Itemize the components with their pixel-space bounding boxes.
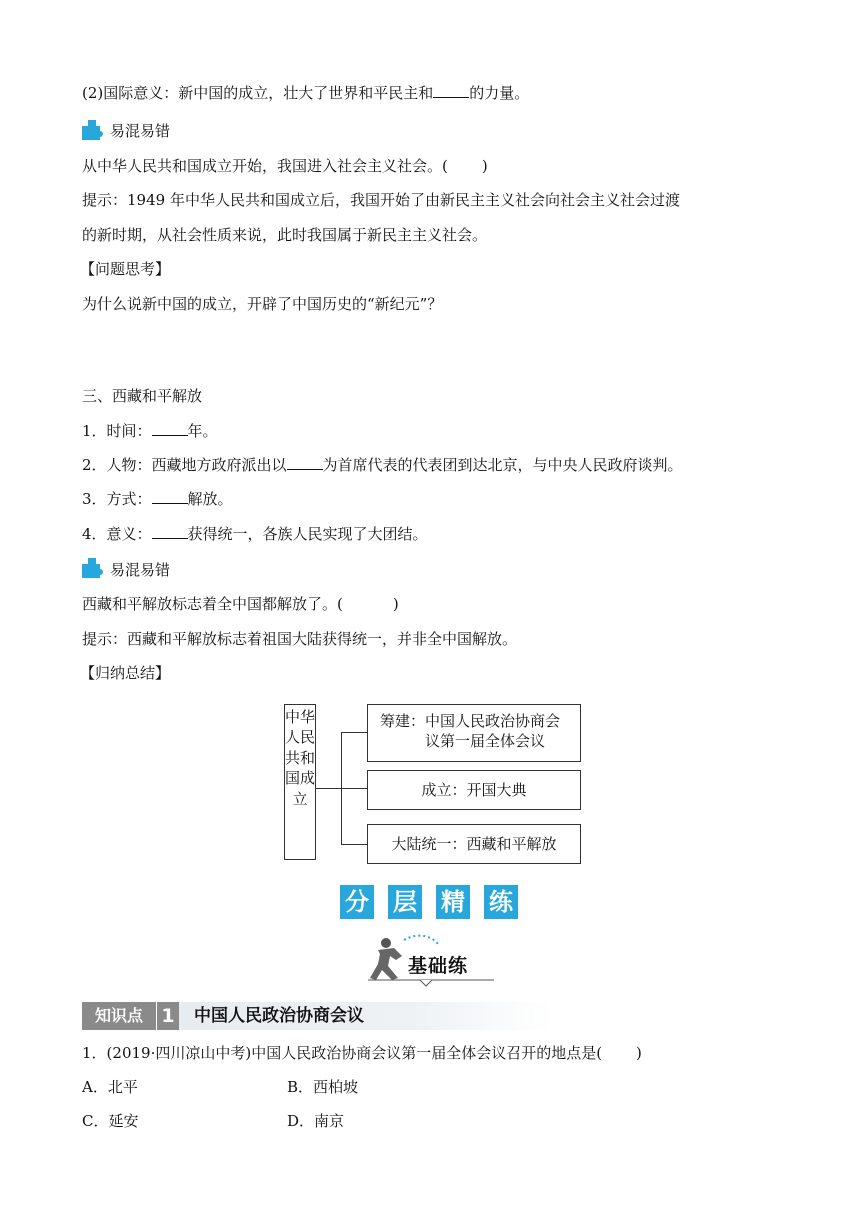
diagram-root-text: 中华人民共和国成立 (285, 708, 316, 808)
connector (315, 788, 341, 789)
confusion1-statement (82, 155, 488, 177)
summary-heading: 【归纳总结】 (80, 664, 171, 682)
banner-char: 层 (388, 885, 422, 919)
diagram-box-prep (367, 704, 581, 762)
diagram-root-box (284, 704, 316, 860)
q1-option-d[interactable]: D．南京 (287, 1112, 345, 1130)
intl-significance-line (82, 82, 529, 104)
confusion1-statement-text: 从中华人民共和国成立开始，我国进入社会主义社会。( (82, 157, 448, 175)
item-method (82, 488, 233, 510)
item-person (82, 454, 683, 476)
item-method-label: 3．方式： (82, 490, 152, 508)
practice-banner (340, 885, 518, 919)
item-meaning-suffix: 获得统一，各族人民实现了大团结。 (187, 525, 428, 543)
diagram-box-founding: 成立：开国大典 (367, 770, 581, 810)
confusion-heading-2: 易混易错 (110, 561, 171, 579)
q1-option-a[interactable]: A．北平 (82, 1078, 138, 1096)
confusion2-statement-text: 西藏和平解放标志着全中国都解放了。( (82, 595, 343, 613)
kp-tag: 知识点 (82, 1002, 156, 1030)
item-person-label: 2．人物：西藏地方政府派出以 (82, 456, 287, 474)
paren-close: ) (481, 157, 488, 175)
connector (341, 732, 367, 733)
diagram-box-prep-line2: 议第一届全体会议 (425, 732, 546, 750)
confusion2-hint: 提示：西藏和平解放标志着祖国大陆获得统一，并非全中国解放。 (82, 630, 518, 648)
item-meaning (82, 523, 428, 545)
diagram-box-prep-line1: 筹建：中国人民政治协商会 (380, 712, 561, 730)
fill-blank[interactable] (152, 489, 188, 504)
confusion1-hint-2: 的新时期，从社会性质来说，此时我国属于新民主主义社会。 (82, 226, 488, 244)
basic-practice-label: 基础练 (408, 955, 469, 977)
item-meaning-label: 4．意义： (82, 525, 152, 543)
kp-number: 1 (156, 1002, 179, 1030)
knowledge-point-bar (82, 1002, 552, 1030)
q1-option-b[interactable]: B．西柏坡 (287, 1078, 359, 1096)
puzzle-icon (80, 556, 106, 578)
diagram-box-unification: 大陆统一：西藏和平解放 (367, 824, 581, 864)
item-method-suffix: 解放。 (187, 490, 233, 508)
puzzle-icon (80, 118, 106, 140)
question-heading: 【问题思考】 (80, 260, 171, 278)
intl-text-b: 的力量。 (469, 84, 530, 102)
banner-char: 精 (436, 885, 470, 919)
basic-practice-badge (368, 934, 494, 980)
question-text: 为什么说新中国的成立，开辟了中国历史的“新纪元”？ (82, 295, 443, 313)
q1-stem-text: 1．(2019·四川凉山中考)中国人民政治协商会议第一届全体会议召开的地点是( (82, 1044, 603, 1062)
connector (341, 788, 367, 789)
fill-blank[interactable] (433, 83, 469, 98)
connector (341, 844, 367, 845)
q1-option-c[interactable]: C．延安 (82, 1112, 139, 1130)
confusion1-hint-1: 提示：1949 年中华人民共和国成立后，我国开始了由新民主主义社会向社会主义社会过渡 (82, 191, 680, 209)
intl-text-a: (2)国际意义：新中国的成立，壮大了世界和平民主和 (82, 84, 434, 102)
banner-char: 练 (484, 885, 518, 919)
confusion-heading-1: 易混易错 (110, 122, 171, 140)
kp-title: 中国人民政治协商会议 (194, 1006, 364, 1026)
fill-blank[interactable] (287, 455, 323, 470)
paren-close: ) (392, 595, 399, 613)
section3-title: 三、西藏和平解放 (82, 387, 203, 405)
item-time (82, 420, 218, 442)
banner-char: 分 (340, 885, 374, 919)
paren-close: ) (636, 1044, 642, 1062)
item-time-label: 1．时间： (82, 422, 152, 440)
q1-stem (82, 1042, 642, 1064)
fill-blank[interactable] (152, 524, 188, 539)
item-person-suffix: 为首席代表的代表团到达北京，与中央人民政府谈判。 (322, 456, 683, 474)
fill-blank[interactable] (152, 421, 188, 436)
item-time-suffix: 年。 (187, 422, 218, 440)
confusion2-statement (82, 593, 399, 615)
